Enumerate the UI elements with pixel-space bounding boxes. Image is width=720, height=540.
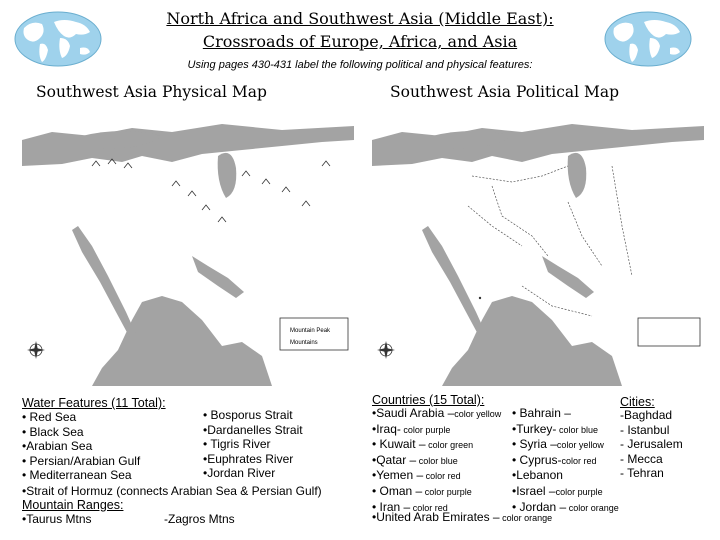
list-item: • Red Sea	[22, 410, 77, 424]
list-item: •Euphrates River	[203, 451, 294, 466]
list-item: • Bosporus Strait	[203, 408, 293, 422]
list-item: • Iran – color red	[372, 499, 448, 514]
list-item: •Iraq- color purple	[372, 421, 451, 436]
legend-mountains: Mountains	[290, 340, 318, 346]
page-title	[120, 7, 600, 53]
title-line-2: Crossroads of Europe, Africa, and Asia	[202, 32, 518, 51]
title-line-1: North Africa and Southwest Asia (Middle East):	[166, 9, 554, 28]
physical-map-title: Southwest Asia Physical Map	[36, 83, 267, 101]
list-item: • Cyprus-color red	[512, 452, 597, 467]
list-item: • Persian/Arabian Gulf	[22, 453, 141, 468]
mountain-ranges-title: Mountain Ranges:	[22, 498, 124, 512]
list-item: •Dardanelles Strait	[203, 422, 303, 437]
countries-col2	[512, 406, 619, 515]
list-item: - Jerusalem	[620, 437, 683, 452]
instructions: Using pages 430-431 label the following political and physical features:	[187, 59, 533, 71]
list-item: - Tehran	[620, 466, 664, 481]
list-item: •Israel –color purple	[512, 483, 603, 498]
list-item: •Yemen – color red	[372, 468, 461, 483]
political-map-title: Southwest Asia Political Map	[390, 83, 620, 101]
list-item: •Turkey- color blue	[512, 421, 598, 436]
political-map	[372, 106, 704, 386]
list-item: • Bahrain –	[512, 406, 571, 420]
mountain-zagros: -Zagros Mtns	[164, 512, 235, 526]
list-item: • Syria –color yellow	[512, 437, 604, 452]
countries-title: Countries (15 Total):	[372, 393, 485, 407]
list-item: • Tigris River	[203, 437, 271, 452]
list-item: • Black Sea	[22, 424, 84, 439]
list-item: • Kuwait – color green	[372, 437, 474, 452]
cities-title: Cities:	[620, 395, 655, 409]
list-item: -Baghdad	[620, 408, 673, 422]
list-item: •Jordan River	[203, 466, 276, 481]
list-item: - Istanbul	[620, 422, 670, 437]
list-item: •Lebanon	[512, 468, 563, 483]
list-item: •Qatar – color blue	[372, 452, 458, 467]
mountain-taurus: •Taurus Mtns	[22, 512, 92, 526]
list-item: •Saudi Arabia –color yellow	[372, 406, 502, 420]
strait-of-hormuz: •Strait of Hormuz (connects Arabian Sea & Persian Gulf)	[22, 484, 322, 498]
list-item: • Mediterranean Sea	[22, 468, 132, 483]
list-item: •Arabian Sea	[22, 439, 93, 454]
water-features-col1	[22, 410, 140, 483]
country-uae: •United Arab Emirates – color orange	[372, 510, 553, 524]
cities-list	[620, 408, 683, 481]
legend-mountain-peak: Mountain Peak	[290, 328, 331, 334]
list-item: • Jordan – color orange	[512, 499, 619, 514]
countries-col1	[372, 406, 501, 515]
list-item: - Mecca	[620, 451, 663, 466]
list-item: • Oman – color purple	[372, 483, 472, 498]
water-features-col2	[203, 408, 303, 481]
water-features-title: Water Features (11 Total):	[22, 396, 166, 410]
physical-map	[22, 106, 354, 386]
